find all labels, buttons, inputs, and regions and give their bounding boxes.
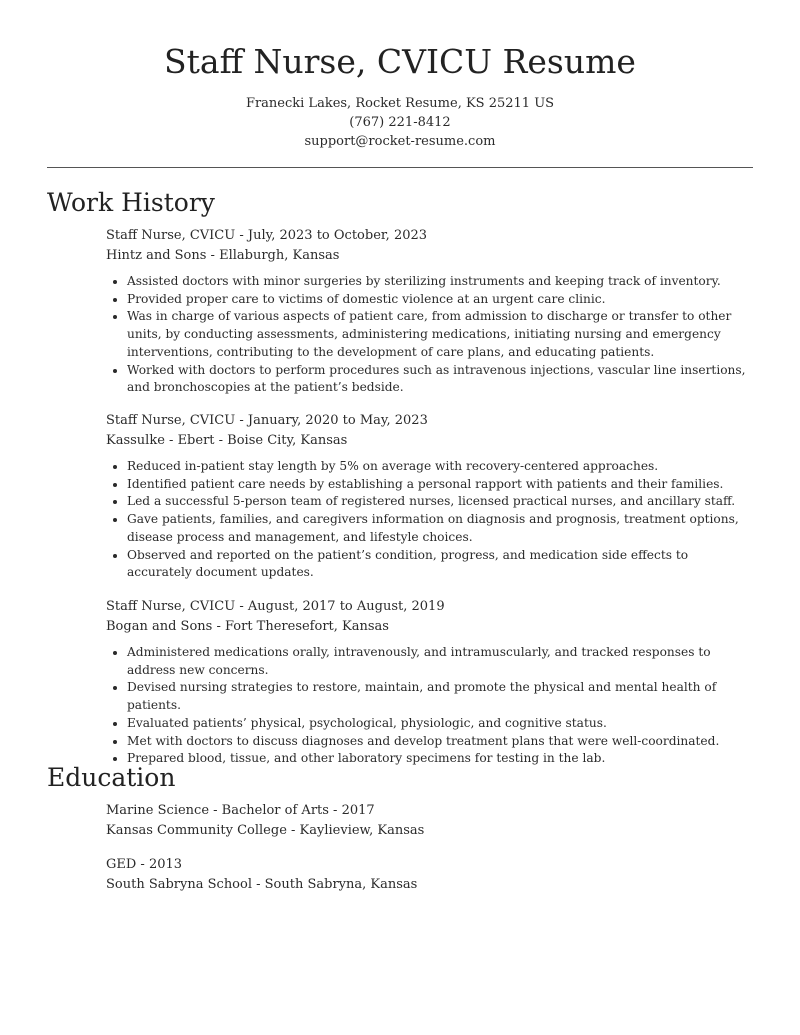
job-title-line: Staff Nurse, CVICU - August, 2017 to August, 2019 <box>106 599 445 614</box>
job-bullet: Assisted doctors with minor surgeries by sterilizing instruments and keeping track of inventory. <box>127 273 756 291</box>
job-title-line: Staff Nurse, CVICU - January, 2020 to May, 2023 <box>106 413 428 428</box>
education-entry <box>106 801 756 840</box>
contact-info <box>0 94 800 151</box>
job-entry <box>106 597 756 768</box>
education-school-line: Kansas Community College - Kaylieview, Kansas <box>106 822 425 838</box>
job-bullet: Identified patient care needs by establishing a personal rapport with patients and their families. <box>127 476 756 494</box>
job-bullet: Provided proper care to victims of domestic violence at an urgent care clinic. <box>127 291 756 309</box>
job-bullets <box>106 273 756 397</box>
contact-phone: (767) 221-8412 <box>349 115 451 130</box>
job-bullet: Administered medications orally, intravenously, and intramuscularly, and tracked responses to address new concerns. <box>127 644 756 679</box>
job-bullet: Was in charge of various aspects of patient care, from admission to discharge or transfer to other units, by conducting assessments, administering medications, initiating nursing and emergency interventions, contributing to the development of care plans, and educating patients. <box>127 308 756 361</box>
header-divider <box>47 167 753 168</box>
job-employer-line: Hintz and Sons - Ellaburgh, Kansas <box>106 247 340 263</box>
job-bullet: Observed and reported on the patient’s condition, progress, and medication side effects to accurately document updates. <box>127 547 756 582</box>
job-entry <box>106 226 756 397</box>
job-employer-line: Kassulke - Ebert - Boise City, Kansas <box>106 432 348 448</box>
education-heading: Education <box>47 763 176 792</box>
education-school-line: South Sabryna School - South Sabryna, Kansas <box>106 876 418 892</box>
job-bullet: Reduced in-patient stay length by 5% on average with recovery-centered approaches. <box>127 458 756 476</box>
job-bullet: Met with doctors to discuss diagnoses and develop treatment plans that were well-coordinated. <box>127 733 756 751</box>
job-title-line: Staff Nurse, CVICU - July, 2023 to October, 2023 <box>106 228 428 243</box>
job-entry <box>106 411 756 582</box>
job-bullet: Devised nursing strategies to restore, maintain, and promote the physical and mental health of patients. <box>127 679 756 714</box>
education-degree-line: Marine Science - Bachelor of Arts - 2017 <box>106 803 375 818</box>
resume-title: Staff Nurse, CVICU Resume <box>164 42 636 81</box>
job-bullets <box>106 458 756 582</box>
job-bullet: Prepared blood, tissue, and other laboratory specimens for testing in the lab. <box>127 750 756 768</box>
contact-email: support@rocket-resume.com <box>304 134 496 149</box>
job-bullet: Worked with doctors to perform procedures such as intravenous injections, vascular line insertions, and bronchoscopies at the patient’s bedside. <box>127 362 756 397</box>
education-entry <box>106 855 756 894</box>
job-bullet: Evaluated patients’ physical, psychological, physiologic, and cognitive status. <box>127 715 756 733</box>
work-history-heading: Work History <box>47 188 215 217</box>
job-employer-line: Bogan and Sons - Fort Theresefort, Kansas <box>106 618 389 634</box>
education-degree-line: GED - 2013 <box>106 857 183 872</box>
job-bullet: Led a successful 5-person team of registered nurses, licensed practical nurses, and ancillary staff. <box>127 493 756 511</box>
contact-address: Franecki Lakes, Rocket Resume, KS 25211 US <box>245 96 555 111</box>
job-bullet: Gave patients, families, and caregivers information on diagnosis and prognosis, treatment options, disease process and management, and lifestyle choices. <box>127 511 756 546</box>
job-bullets <box>106 644 756 768</box>
